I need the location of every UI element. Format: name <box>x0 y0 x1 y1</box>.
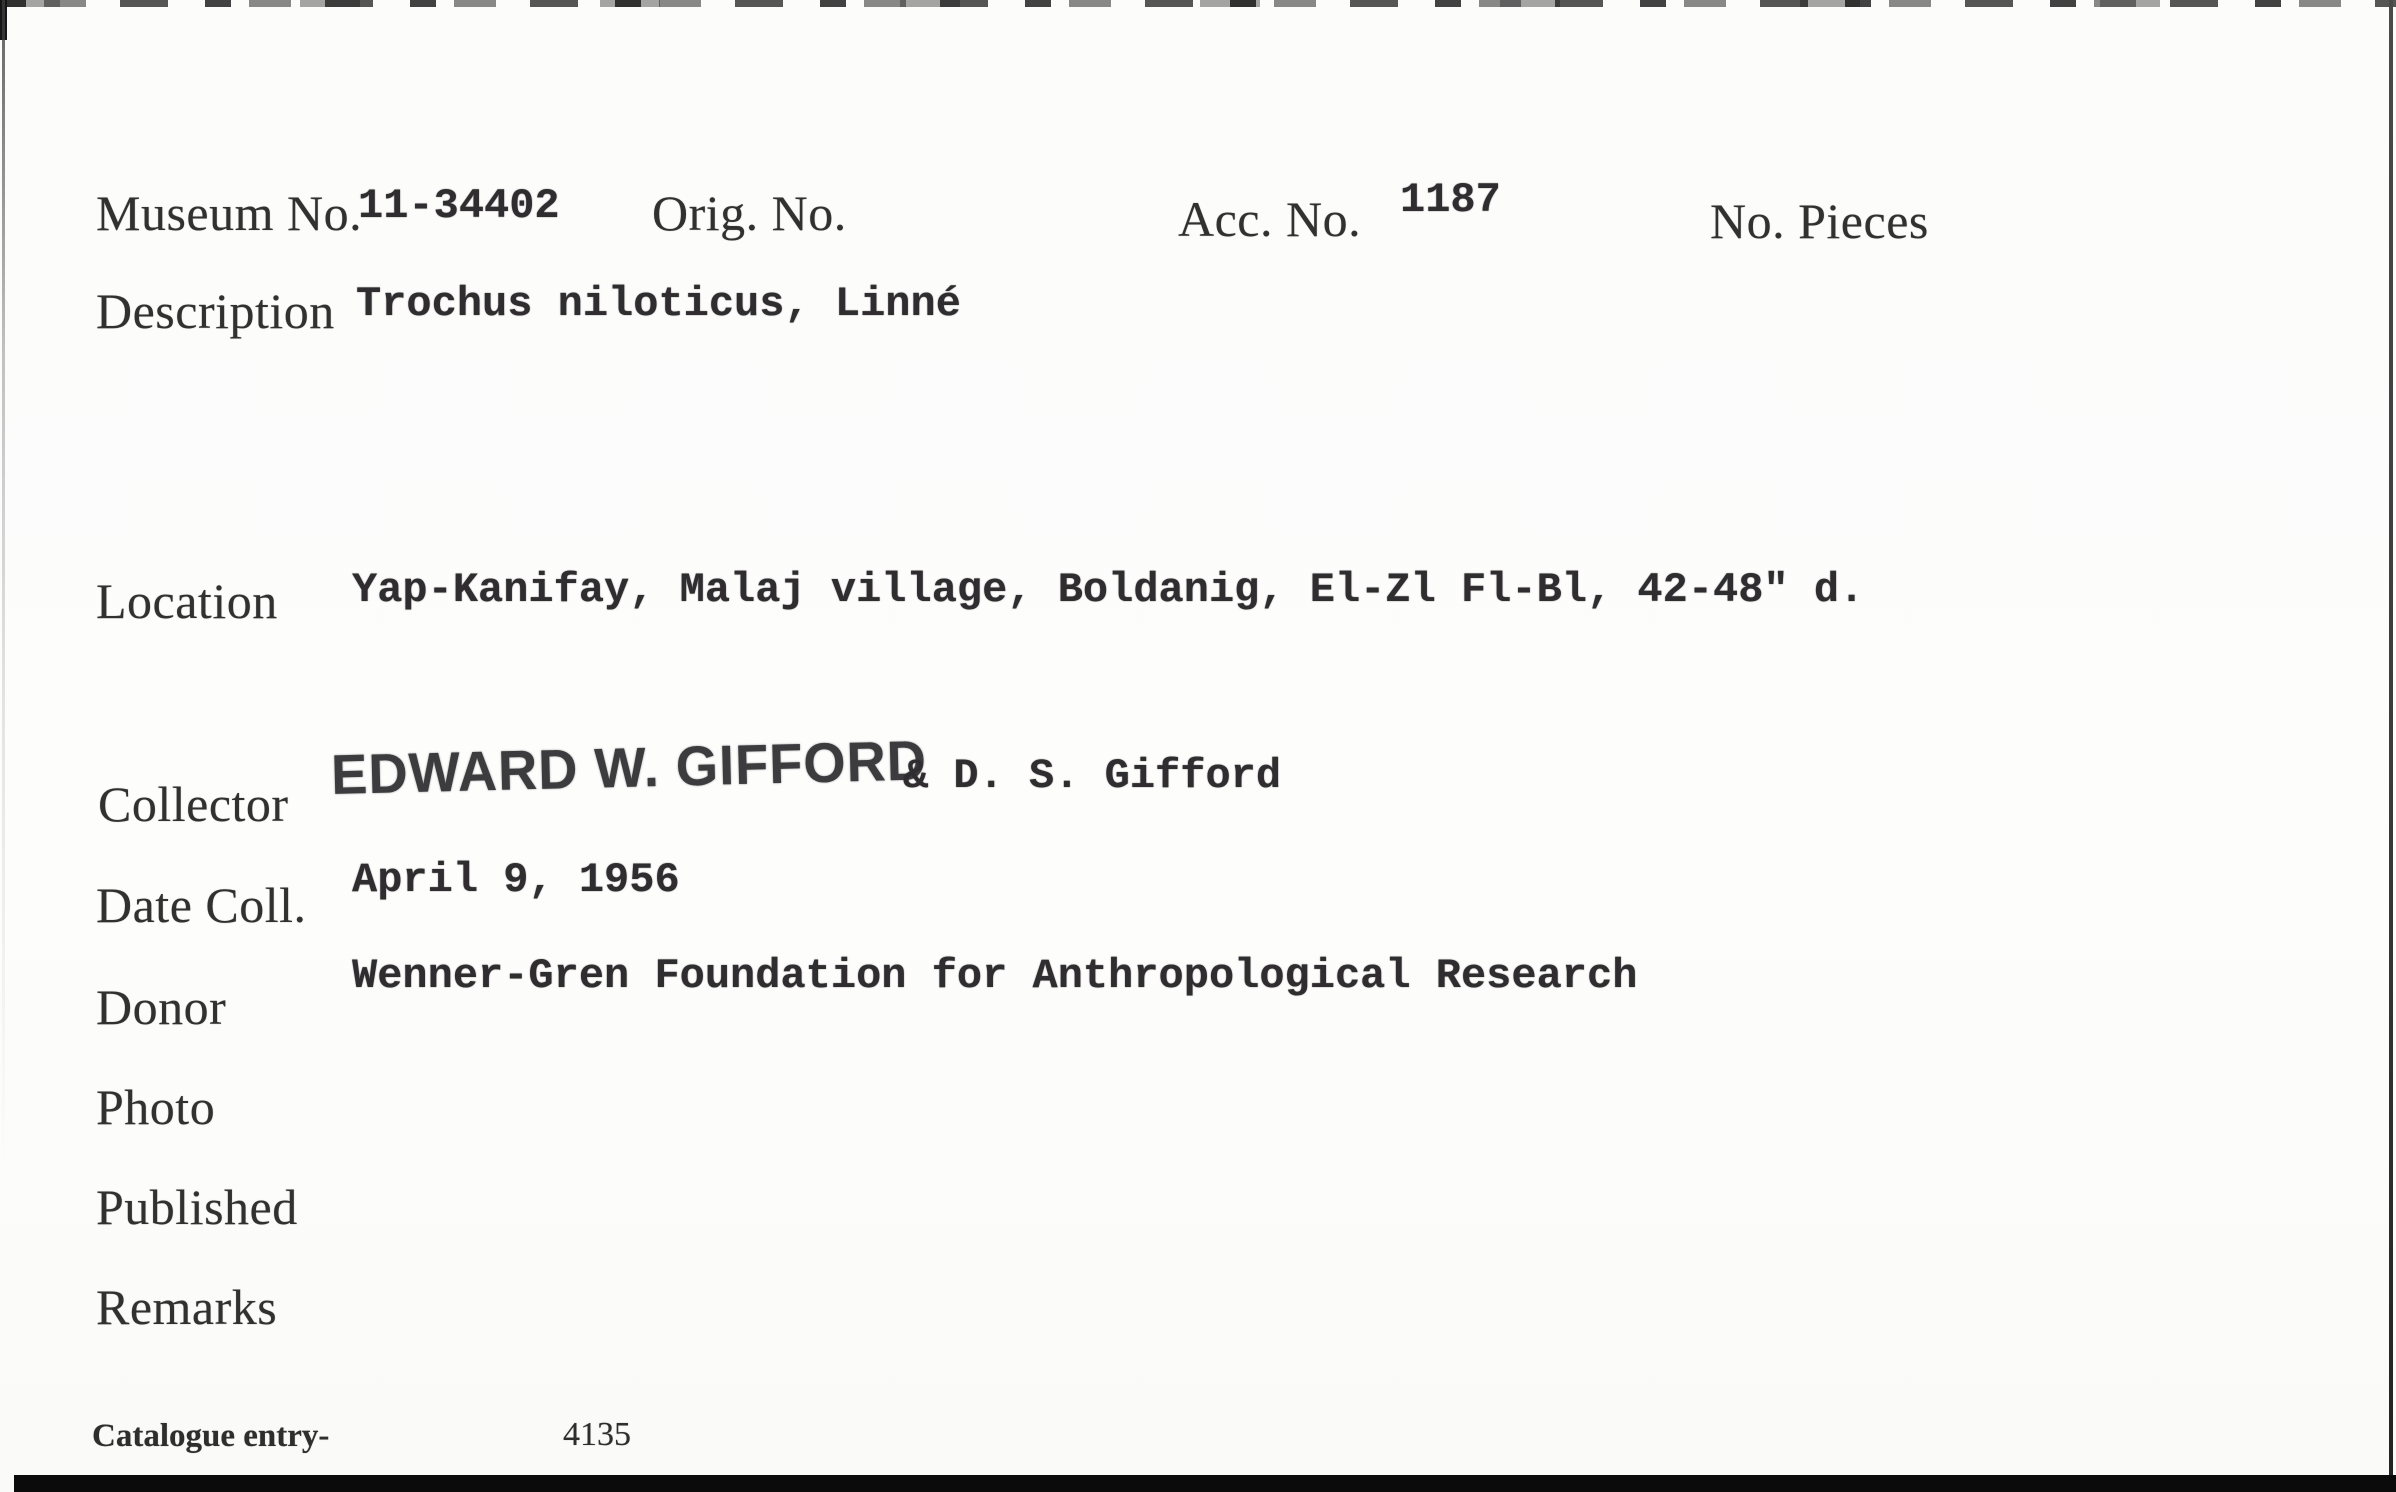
date-coll-value: April 9, 1956 <box>352 856 680 904</box>
photo-label: Photo <box>96 1079 216 1135</box>
published-label: Published <box>96 1179 298 1235</box>
donor-value: Wenner-Gren Foundation for Anthropological Research <box>352 952 1638 1000</box>
scan-edge-right <box>2389 0 2393 1492</box>
catalogue-entry-label: Catalogue entry- <box>92 1418 330 1454</box>
collector-label: Collector <box>98 776 289 832</box>
museum-no-value: 11-34402 <box>358 182 560 230</box>
remarks-label: Remarks <box>96 1279 278 1335</box>
acc-no-value: 1187 <box>1400 176 1501 224</box>
description-value: Trochus niloticus, Linné <box>356 280 961 328</box>
description-label: Description <box>96 283 335 339</box>
museum-no-label: Museum No. <box>96 185 363 241</box>
location-label: Location <box>96 573 278 629</box>
scan-edge-left <box>2 0 5 1164</box>
acc-no-label: Acc. No. <box>1178 191 1362 247</box>
location-value: Yap-Kanifay, Malaj village, Boldanig, El-Zl Fl-Bl, 42-48" d. <box>352 566 1865 614</box>
collector-stamp: EDWARD W. GIFFORD <box>330 728 928 807</box>
collector-value: & D. S. Gifford <box>903 752 1282 800</box>
date-coll-label: Date Coll. <box>96 877 307 933</box>
orig-no-label: Orig. No. <box>652 185 847 241</box>
donor-label: Donor <box>96 979 227 1035</box>
scan-edge-top <box>0 0 2396 7</box>
no-pieces-label: No. Pieces <box>1710 193 1929 249</box>
scan-edge-bottom <box>14 1475 2396 1492</box>
catalogue-entry-value: 4135 <box>563 1416 631 1453</box>
